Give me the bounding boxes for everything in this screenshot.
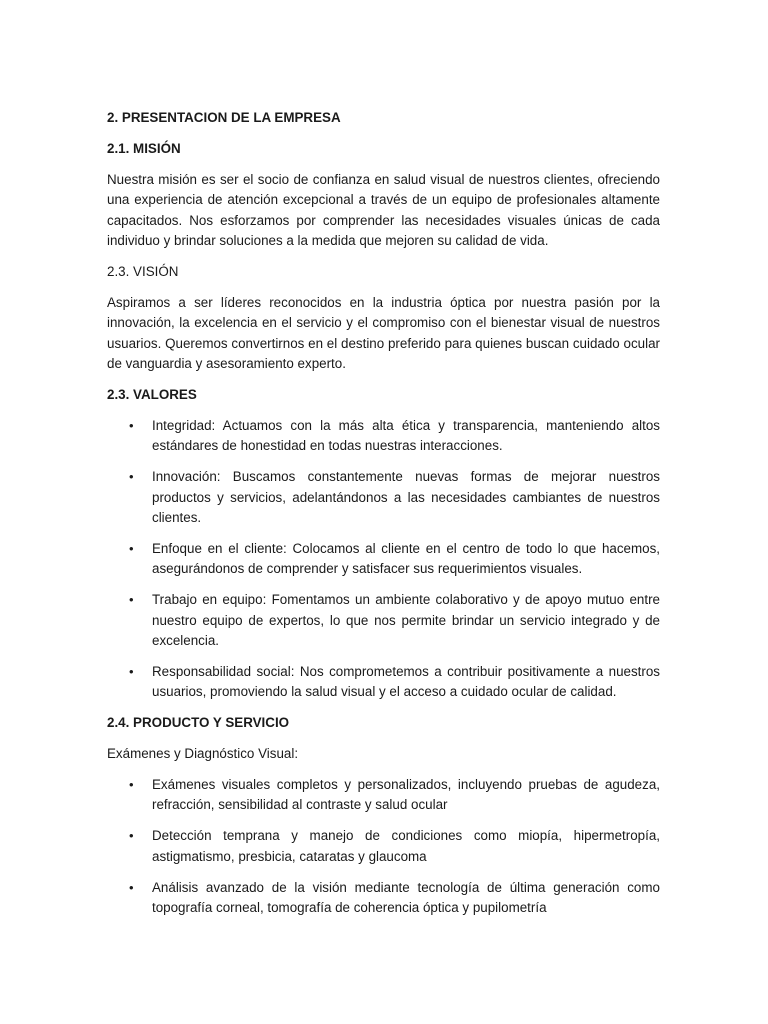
vision-title: 2.3. VISIÓN <box>107 263 179 279</box>
bullet-icon: • <box>129 592 134 608</box>
list-item <box>107 539 660 580</box>
list-item <box>107 775 660 816</box>
list-item <box>107 416 660 457</box>
list-item <box>107 467 660 528</box>
mision-paragraph: Nuestra misión es ser el socio de confianza en salud visual de nuestros clientes, ofreciendo una experiencia de atención excepcional a través de un equipo de profesionales altamente capacitados. Nos esforzamos por comprender las necesidades visuales únicas de cada individuo y brindar soluciones a la medida que mejoren su calidad de vida. <box>107 171 660 249</box>
list-item-text: Enfoque en el cliente: Colocamos al cliente en el centro de todo lo que hacemos, asegurándonos de comprender y satisfacer sus requerimientos visuales. <box>152 540 660 577</box>
bullet-icon: • <box>129 469 134 485</box>
section-title: 2. PRESENTACION DE LA EMPRESA <box>107 110 341 125</box>
list-item <box>107 662 660 703</box>
list-item <box>107 590 660 651</box>
producto-list <box>107 775 660 918</box>
list-item-text: Innovación: Buscamos constantemente nuevas formas de mejorar nuestros productos y servicios, adelantándonos a las necesidades cambiantes de nuestros clientes. <box>152 469 660 525</box>
valores-list <box>107 416 660 703</box>
list-item <box>107 826 660 867</box>
producto-title: 2.4. PRODUCTO Y SERVICIO <box>107 715 290 731</box>
bullet-icon: • <box>129 417 134 433</box>
document-page <box>107 108 660 929</box>
bullet-icon: • <box>129 663 134 679</box>
bullet-icon: • <box>129 879 134 895</box>
list-item-text: Integridad: Actuamos con la más alta ética y transparencia, manteniendo altos estándares de honestidad en todas nuestras interacciones. <box>152 417 660 454</box>
list-item-text: Análisis avanzado de la visión mediante tecnología de última generación como topografía corneal, tomografía de coherencia óptica y pupilometría <box>152 879 660 916</box>
mision-title: 2.1. MISIÓN <box>107 140 181 156</box>
vision-paragraph: Aspiramos a ser líderes reconocidos en la industria óptica por nuestra pasión por la innovación, la excelencia en el servicio y el compromiso con el bienestar visual de nuestros usuarios. Queremos convertirnos en el destino preferido para quienes buscan cuidado ocular de vanguardia y asesoramiento experto. <box>107 294 660 372</box>
valores-title: 2.3. VALORES <box>107 386 197 402</box>
list-item <box>107 878 660 919</box>
producto-subtitle: Exámenes y Diagnóstico Visual: <box>107 746 299 762</box>
bullet-icon: • <box>129 828 134 844</box>
bullet-icon: • <box>129 777 134 793</box>
list-item-text: Trabajo en equipo: Fomentamos un ambiente colaborativo y de apoyo mutuo entre nuestro equipo de expertos, lo que nos permite brindar un servicio integrado y de excelencia. <box>152 592 660 649</box>
list-item-text: Exámenes visuales completos y personalizados, incluyendo pruebas de agudeza, refracción, sensibilidad al contraste y salud ocular <box>152 777 660 813</box>
bullet-icon: • <box>129 540 134 556</box>
list-item-text: Responsabilidad social: Nos comprometemos a contribuir positivamente a nuestros usuarios, promoviendo la salud visual y el acceso a cuidado ocular de calidad. <box>152 663 660 700</box>
list-item-text: Detección temprana y manejo de condiciones como miopía, hipermetropía, astigmatismo, presbicia, cataratas y glaucoma <box>152 828 660 864</box>
